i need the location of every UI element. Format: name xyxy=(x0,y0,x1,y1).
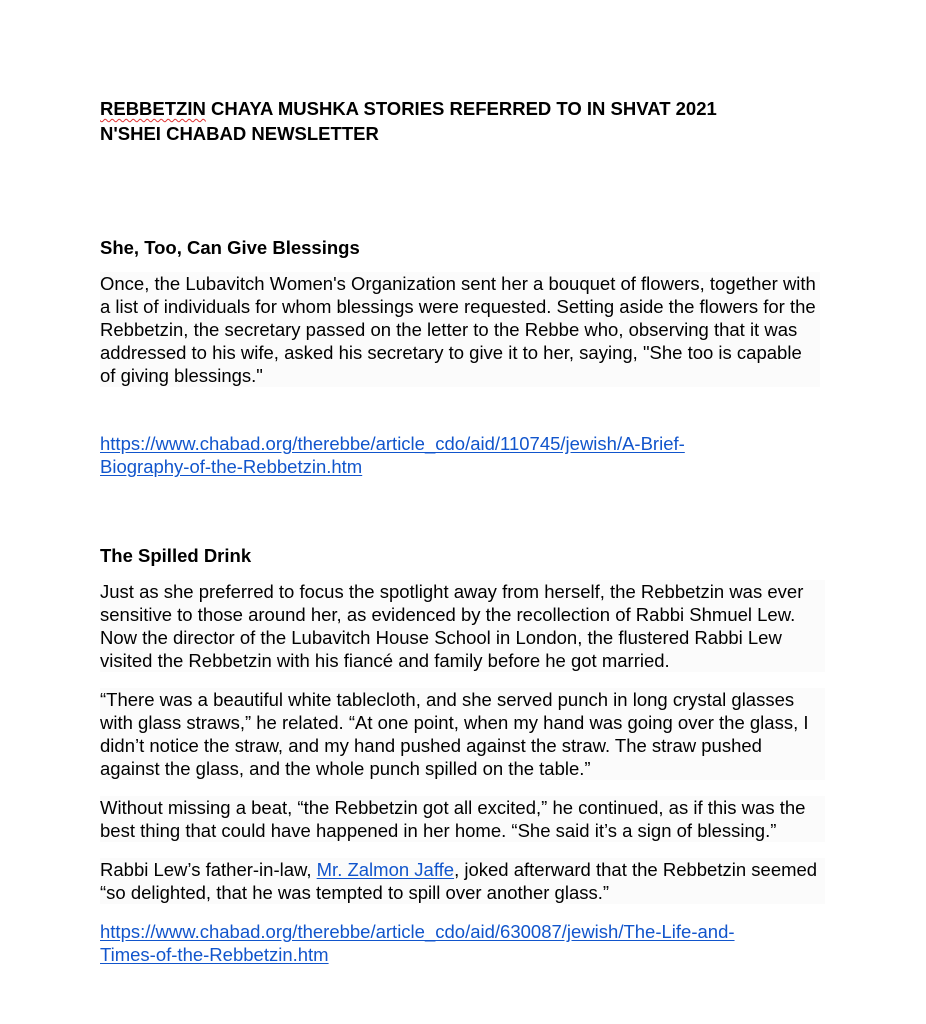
section-spilled-drink-link[interactable] xyxy=(100,920,825,966)
title-line-2: N'SHEI CHABAD NEWSLETTER xyxy=(100,123,379,144)
zalmon-jaffe-link[interactable]: Mr. Zalmon Jaffe xyxy=(316,859,455,880)
section-blessings-paragraph: Once, the Lubavitch Women's Organization sent her a bouquet of flowers, together with a list of individuals for whom blessings were requested. Setting aside the flowers for the Rebbetzin, the secretary passed on the letter to the Rebbe who, observing that it was addressed to his wife, asked his secretary to give it to her, saying, "She too is capable of giving blessings." xyxy=(100,272,820,387)
source-link-life-and-times[interactable]: https://www.chabad.org/therebbe/article_cdo/aid/630087/jewish/The-Life-and- xyxy=(100,921,735,942)
section-spilled-drink xyxy=(100,544,825,966)
document-page xyxy=(100,96,840,965)
source-link-life-and-times-cont[interactable]: Times-of-the-Rebbetzin.htm xyxy=(100,944,329,965)
section-blessings xyxy=(100,236,820,478)
section-heading-blessings: She, Too, Can Give Blessings xyxy=(100,237,360,258)
spilled-drink-paragraph-3: Without missing a beat, “the Rebbetzin got all excited,” he continued, as if this was the best thing that could have happened in her home. “She said it’s a sign of blessing.” xyxy=(100,796,825,842)
spilled-drink-paragraph-2: “There was a beautiful white tablecloth, and she served punch in long crystal glasses with glass straws,” he related. “At one point, when my hand was going over the glass, I didn’t notice the straw, and my hand pushed against the straw. The straw pushed against the glass, and the whole punch spilled on the table.” xyxy=(100,688,825,780)
title-rest: CHAYA MUSHKA STORIES REFERRED TO IN SHVAT 2021 xyxy=(205,98,717,119)
source-link-biography-cont[interactable]: Biography-of-the-Rebbetzin.htm xyxy=(100,456,363,477)
spilled-drink-paragraph-1: Just as she preferred to focus the spotlight away from herself, the Rebbetzin was ever sensitive to those around her, as evidenced by the recollection of Rabbi Shmuel Lew. Now the director of the Lubavitch House School in London, the flustered Rabbi Lew visited the Rebbetzin with his fiancé and family before he got married. xyxy=(100,580,825,672)
spilled-drink-paragraph-4 xyxy=(100,858,825,904)
source-link-biography[interactable]: https://www.chabad.org/therebbe/article_cdo/aid/110745/jewish/A-Brief- xyxy=(100,433,685,454)
paragraph-4-after: , joked afterward that the Rebbetzin seemed “so delighted, that he was tempted to spill over another glass.” xyxy=(100,859,818,903)
paragraph-4-before: Rabbi Lew’s father-in-law, xyxy=(100,859,317,880)
section-heading-spilled-drink: The Spilled Drink xyxy=(100,545,252,566)
section-blessings-link[interactable] xyxy=(100,432,820,478)
title-first-word: REBBETZIN xyxy=(100,98,206,119)
document-title xyxy=(100,96,840,146)
